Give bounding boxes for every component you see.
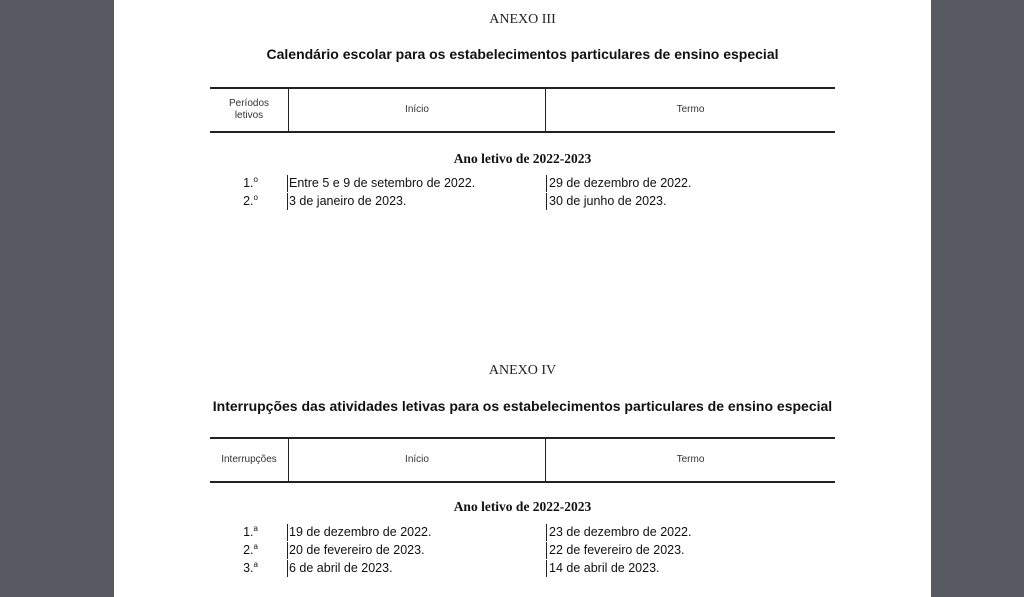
row-number: 3.$^a$ bbox=[243, 559, 258, 575]
annex-3-caption: Calendário escolar para os estabelecimentos particulares de ensino especial bbox=[266, 46, 779, 62]
row-number: 2.$^a$ bbox=[243, 541, 258, 557]
annex-4-table-header bbox=[210, 437, 835, 483]
header-interruptions: Interrupções bbox=[221, 454, 277, 465]
annex-4-title: ANEXO IV bbox=[488, 363, 557, 378]
table-row bbox=[210, 542, 835, 559]
annex-4-caption: Interrupções das atividades letivas para os estabelecimentos particulares de ensino especial bbox=[212, 398, 833, 414]
annex-4-year-label: Ano letivo de 2022-2023 bbox=[453, 499, 592, 514]
row-start: 6 de abril de 2023. bbox=[289, 561, 393, 575]
header-start: Início bbox=[405, 104, 429, 115]
table-row bbox=[210, 524, 835, 541]
header-start: Início bbox=[405, 454, 429, 465]
header-end: Termo bbox=[676, 104, 705, 115]
annex-3-table-header bbox=[210, 87, 835, 133]
row-number: 1.$^o$ bbox=[243, 174, 258, 190]
row-number: 2.$^o$ bbox=[243, 192, 258, 208]
row-start: 3 de janeiro de 2023. bbox=[289, 194, 407, 208]
annex-3-year-label: Ano letivo de 2022-2023 bbox=[453, 151, 592, 166]
row-end: 14 de abril de 2023. bbox=[549, 561, 660, 575]
annex-3-title: ANEXO III bbox=[489, 12, 556, 27]
row-start: 20 de fevereiro de 2023. bbox=[289, 543, 425, 557]
row-end: 29 de dezembro de 2022. bbox=[549, 176, 692, 190]
table-row bbox=[210, 560, 835, 577]
header-end: Termo bbox=[676, 454, 705, 465]
header-periods: Períodos letivos bbox=[228, 98, 270, 121]
row-number: 1.$^a$ bbox=[243, 523, 258, 539]
row-end: 30 de junho de 2023. bbox=[549, 194, 667, 208]
table-row bbox=[210, 175, 835, 192]
row-start: Entre 5 e 9 de setembro de 2022. bbox=[289, 176, 476, 190]
row-end: 22 de fevereiro de 2023. bbox=[549, 543, 685, 557]
document-page bbox=[114, 0, 931, 597]
row-start: 19 de dezembro de 2022. bbox=[289, 525, 432, 539]
table-row bbox=[210, 193, 835, 210]
row-end: 23 de dezembro de 2022. bbox=[549, 525, 692, 539]
